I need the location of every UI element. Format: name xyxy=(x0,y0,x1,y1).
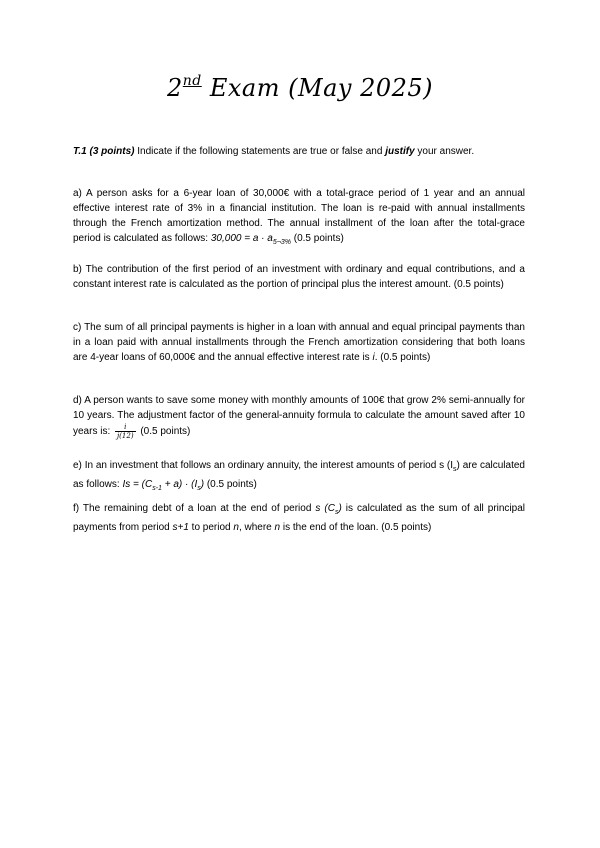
statement-c: c) The sum of all principal payments is higher in a loan with annual and equal principal payments than in a loan paid with annual installments through the French amortization considering that both loans are 4-year loans of 60,000€ and the annual effective interest rate is i. (0.5 points) xyxy=(73,322,525,363)
task-label: T.1 (3 points) xyxy=(73,146,135,157)
statement-d: d) A person wants to save some money with monthly amounts of 100€ that grow 2% semi-annually for 10 years. The adjustment factor of the general-annuity formula to calculate the amount saved after 10 years is: $\frac{i}{j(12)}$ (0.5 points) xyxy=(73,395,525,440)
adjustment-factor-fraction: $\frac{i}{j(12)}$ xyxy=(117,423,134,440)
statement-e: e) In an investment that follows an ordinary annuity, the interest amounts of period s $(I_s)$ are calculated as follows: $Is = (C_{s-1} + a) \cdot (I_s)$ (0.5 points) xyxy=(73,460,525,492)
task-heading: T.1 (3 points) Indicate if the following statements are true or false and justify your answer. xyxy=(73,146,475,157)
statement-a: a) A person asks for a 6-year loan of 30,000€ with a total-grace period of 1 year and an annual effective interest rate of 3% in a financial institution. The loan is re-paid with annual installments through the French amortization method. The annual installment of the loan after the total-grace period is calculated as follows: $30,000 = a \cdot a_{5\neg 3\%}$ (0.5 points) xyxy=(73,188,525,246)
statement-f: f) The remaining debt of a loan at the end of period s $(C_s)$ is calculated as the sum of all principal payments from period s+1 to period n, where n is the end of the loan. (0.5 points) xyxy=(73,503,525,533)
exam-title: 2nd Exam (May 2025) xyxy=(166,73,434,102)
statement-b: b) The contribution of the first period of an investment with ordinary and equal contributions, and a constant interest rate is calculated as the portion of principal plus the interest amount. (0.5 points) xyxy=(73,264,525,290)
